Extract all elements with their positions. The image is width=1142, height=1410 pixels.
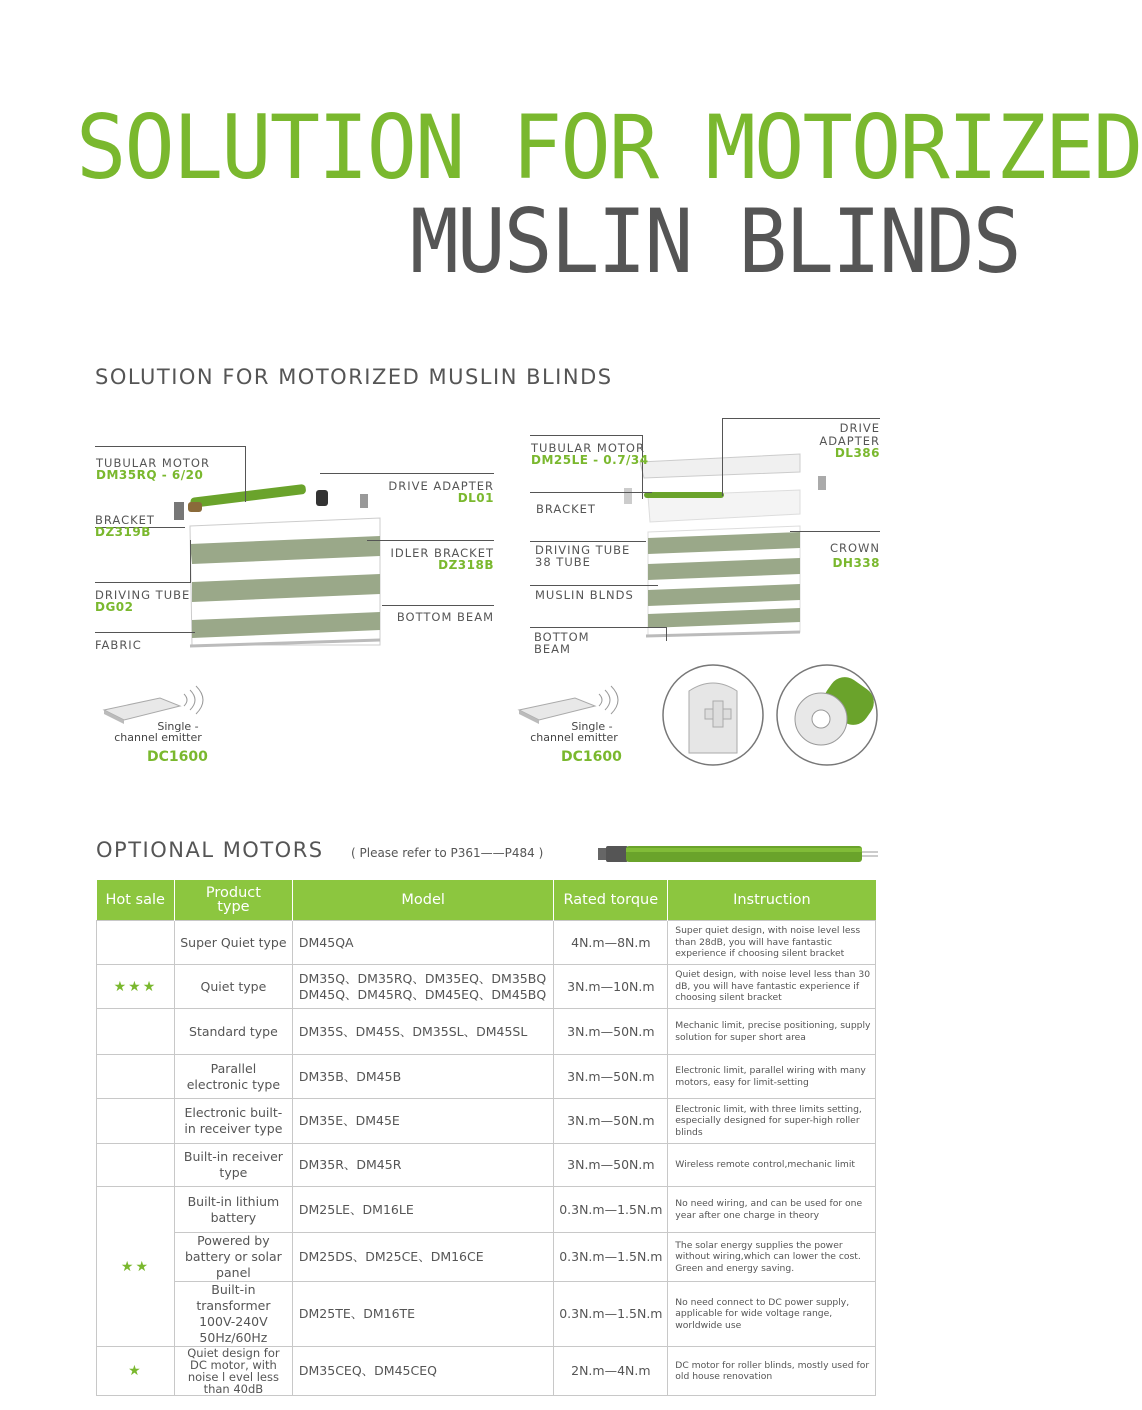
table-row <box>97 1233 876 1282</box>
table-row <box>97 1099 876 1144</box>
torque-cell: 3N.m—50N.m <box>554 1144 668 1187</box>
right-emitter-code: DC1600 <box>561 749 622 765</box>
instruction-cell: Super quiet design, with noise level less than 28dB, you will have fantastic experience if choosing silent bracket <box>668 921 876 965</box>
left-tubular-motor-code: DM35RQ - 6/20 <box>96 468 204 482</box>
hot-sale-cell <box>97 1009 175 1055</box>
left-fabric-label: FABRIC <box>95 638 142 652</box>
product-type-cell: Quiet design for DC motor, with noise l evel less than 40dB <box>174 1347 292 1396</box>
product-type-cell: Parallel electronic type <box>174 1055 292 1099</box>
table-row <box>97 1187 876 1233</box>
right-drive-adapter-label2: ADAPTER <box>819 434 880 448</box>
left-driving-tube-label: DRIVING TUBE <box>95 588 191 602</box>
model-cell: DM25DS、DM25CE、DM16CE <box>292 1233 554 1282</box>
left-bracket-label: BRACKET <box>95 513 155 527</box>
solution-section-title: SOLUTION FOR MOTORIZED MUSLIN BLINDS <box>95 365 613 389</box>
table-header-row <box>97 880 876 921</box>
hot-sale-cell <box>97 921 175 965</box>
header-instruction: Instruction <box>668 880 876 921</box>
optional-motors-title: OPTIONAL MOTORS <box>96 838 324 862</box>
left-emitter-line1: Single - <box>157 720 199 733</box>
model-cell: DM35B、DM45B <box>292 1055 554 1099</box>
right-tubular-motor-code: DM25LE - 0.7/34 <box>531 453 649 467</box>
torque-cell: 4N.m—8N.m <box>554 921 668 965</box>
instruction-cell: No need connect to DC power supply, applicable for wide voltage range, worldwide use <box>668 1282 876 1347</box>
right-emitter-line2: channel emitter <box>530 731 618 744</box>
right-crown-code: DH338 <box>832 556 880 570</box>
optional-motors-note: ( Please refer to P361——P484 ) <box>351 846 544 860</box>
left-emitter-line2: channel emitter <box>114 731 202 744</box>
instruction-cell: Wireless remote control,mechanic limit <box>668 1144 876 1187</box>
right-bottom-beam-label2: BEAM <box>534 642 571 656</box>
model-cell: DM35R、DM45R <box>292 1144 554 1187</box>
hot-sale-cell <box>97 1144 175 1187</box>
left-idler-bracket-code: DZ318B <box>438 558 494 572</box>
right-crown-label: CROWN <box>829 541 880 555</box>
table-row <box>97 1282 876 1347</box>
torque-cell: 3N.m—50N.m <box>554 1099 668 1144</box>
product-type-cell: Built-in receiver type <box>174 1144 292 1187</box>
torque-cell: 0.3N.m—1.5N.m <box>554 1233 668 1282</box>
table-row <box>97 1009 876 1055</box>
left-drive-adapter-label: DRIVE ADAPTER <box>388 479 494 493</box>
header-model: Model <box>292 880 554 921</box>
left-idler-bracket-label: IDLER BRACKET <box>390 546 494 560</box>
motor-tube-image <box>596 842 880 866</box>
right-drive-adapter-code: DL386 <box>834 446 880 460</box>
torque-cell: 3N.m—10N.m <box>554 965 668 1009</box>
left-bottom-beam-label: BOTTOM BEAM <box>396 610 494 624</box>
left-drive-adapter-code: DL01 <box>457 491 494 505</box>
bracket-detail-image <box>661 663 765 767</box>
model-cell: DM25TE、DM16TE <box>292 1282 554 1347</box>
right-bottom-beam-label1: BOTTOM <box>534 630 590 644</box>
product-type-cell: Super Quiet type <box>174 921 292 965</box>
crown-detail-image <box>775 663 879 767</box>
three-star-rating: ★★★ <box>97 965 175 1009</box>
one-star-rating: ★ <box>97 1347 175 1396</box>
table-row <box>97 1144 876 1187</box>
instruction-cell: Electronic limit, parallel wiring with many motors, easy for limit-setting <box>668 1055 876 1099</box>
right-muslin-label: MUSLIN BLNDS <box>535 588 634 602</box>
right-drive-adapter-label1: DRIVE <box>839 421 880 435</box>
instruction-cell: No need wiring, and can be used for one year after one charge in theory <box>668 1187 876 1233</box>
hot-sale-cell <box>97 1099 175 1144</box>
left-tubular-motor-label: TUBULAR MOTOR <box>96 456 210 470</box>
torque-cell: 3N.m—50N.m <box>554 1055 668 1099</box>
header-product-type-text: Product type <box>205 885 261 915</box>
product-type-cell: Quiet type <box>174 965 292 1009</box>
header-rated-torque: Rated torque <box>554 880 668 921</box>
right-driving-tube-label1: DRIVING TUBE <box>535 543 631 557</box>
model-cell: DM35E、DM45E <box>292 1099 554 1144</box>
product-type-cell: Standard type <box>174 1009 292 1055</box>
torque-cell: 0.3N.m—1.5N.m <box>554 1187 668 1233</box>
instruction-cell: Quiet design, with noise level less than 30 dB, you will have fantastic experience if choosing silent bracket <box>668 965 876 1009</box>
torque-cell: 2N.m—4N.m <box>554 1347 668 1396</box>
hot-sale-cell <box>97 1055 175 1099</box>
instruction-cell: DC motor for roller blinds, mostly used for old house renovation <box>668 1347 876 1396</box>
table-row <box>97 1055 876 1099</box>
right-driving-tube-label2: 38 TUBE <box>535 555 591 569</box>
instruction-cell: Mechanic limit, precise positioning, supply solution for super short area <box>668 1009 876 1055</box>
table-row <box>97 1347 876 1396</box>
main-title-line2: MUSLIN BLINDS <box>410 190 1020 293</box>
instruction-cell: Electronic limit, with three limits setting, especially designed for super-high roller blinds <box>668 1099 876 1144</box>
table-row <box>97 965 876 1009</box>
instruction-cell: The solar energy supplies the power without wiring,which can lower the cost. Green and energy saving. <box>668 1233 876 1282</box>
header-product-type <box>174 880 292 921</box>
torque-cell: 0.3N.m—1.5N.m <box>554 1282 668 1347</box>
model-cell: DM35Q、DM35RQ、DM35EQ、DM35BQ DM45Q、DM45RQ、DM45EQ、DM45BQ <box>292 965 554 1009</box>
product-type-cell: Built-in lithium battery <box>174 1187 292 1233</box>
product-type-cell: Electronic built-in receiver type <box>174 1099 292 1144</box>
motors-table <box>96 880 876 1396</box>
right-tubular-motor-label: TUBULAR MOTOR <box>531 441 645 455</box>
model-cell: DM35S、DM45S、DM35SL、DM45SL <box>292 1009 554 1055</box>
header-hot-sale: Hot sale <box>97 880 175 921</box>
model-cell: DM45QA <box>292 921 554 965</box>
right-bracket-label: BRACKET <box>536 502 596 516</box>
product-type-cell: Built-in transformer 100V-240V 50Hz/60Hz <box>174 1282 292 1347</box>
two-star-rating: ★★ <box>97 1187 175 1347</box>
left-driving-tube-code: DG02 <box>95 600 134 614</box>
product-type-cell: Powered by battery or solar panel <box>174 1233 292 1282</box>
model-cell: DM25LE、DM16LE <box>292 1187 554 1233</box>
right-emitter-icon <box>515 680 625 724</box>
left-emitter-icon <box>100 680 210 724</box>
left-bracket-code: DZ319B <box>95 525 151 539</box>
table-row <box>97 921 876 965</box>
torque-cell: 3N.m—50N.m <box>554 1009 668 1055</box>
model-cell: DM35CEQ、DM45CEQ <box>292 1347 554 1396</box>
main-title-line1: SOLUTION FOR MOTORIZED <box>76 96 1142 199</box>
right-emitter-line1: Single - <box>571 720 613 733</box>
left-emitter-code: DC1600 <box>147 749 208 765</box>
